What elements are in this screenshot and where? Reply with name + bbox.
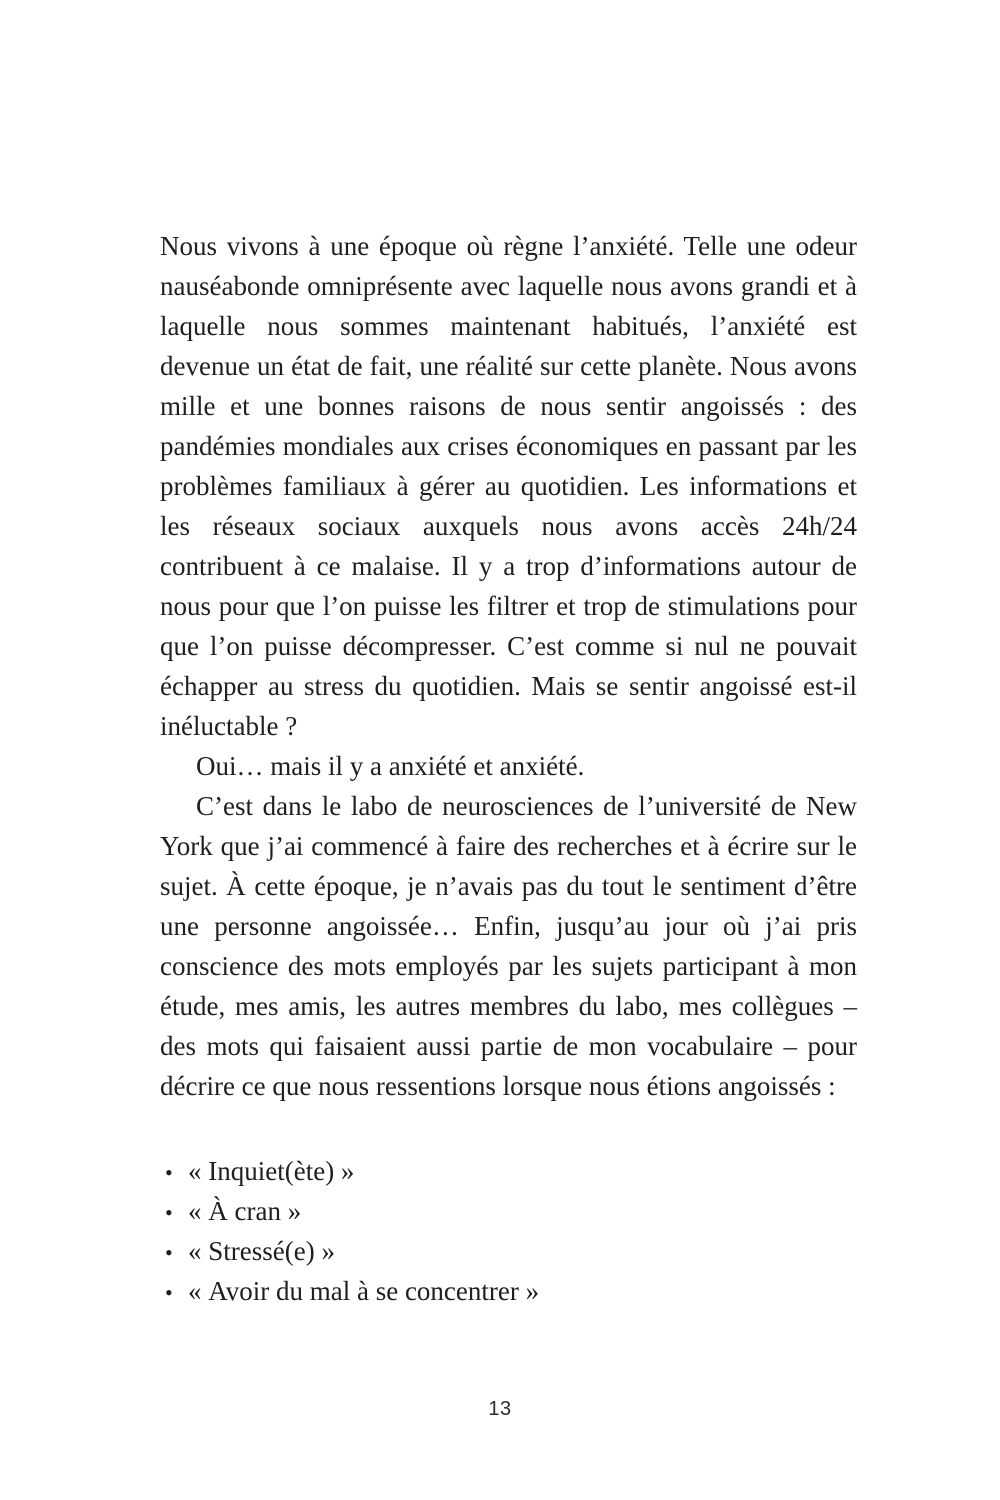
anxiety-words-list	[160, 1152, 857, 1312]
list-item	[160, 1232, 857, 1272]
body-text	[160, 226, 857, 1312]
list-item-label: « À cran »	[188, 1196, 302, 1226]
bullet-icon: •	[165, 1200, 173, 1225]
list-item	[160, 1192, 857, 1232]
bullet-icon: •	[165, 1160, 173, 1185]
page-number: 13	[488, 1398, 512, 1420]
paragraph-lab-story: C’est dans le labo de neurosciences de l’université de New York que j’ai commencé à faire des recherches et à écrire sur le sujet. À cette époque, je n’avais pas du tout le sentiment d’être une personne angoissée… Enfin, jusqu’au jour où j’ai pris conscience des mots employés par les sujets participant à mon étude, mes amis, les autres membres du labo, mes collègues – des mots qui faisaient aussi partie de mon vocabulaire – pour décrire ce que nous ressentions lorsque nous étions angoissés :	[160, 791, 857, 1101]
list-item-label: « Stressé(e) »	[188, 1236, 335, 1266]
list-item	[160, 1272, 857, 1312]
bullet-icon: •	[165, 1240, 173, 1265]
list-item-label: « Inquiet(ète) »	[188, 1156, 355, 1186]
paragraph-answer: Oui… mais il y a anxiété et anxiété.	[196, 751, 585, 781]
list-item-label: « Avoir du mal à se concentrer »	[188, 1276, 540, 1306]
paragraph-intro: Nous vivons à une époque où règne l’anxiété. Telle une odeur nauséabonde omniprésente avec laquelle nous avons grandi et à laquelle nous sommes maintenant habitués, l’anxiété est devenue un état de fait, une réalité sur cette planète. Nous avons mille et une bonnes raisons de nous sentir angoissés : des pandémies mondiales aux crises économiques en passant par les problèmes familiaux à gérer au quotidien. Les informations et les réseaux sociaux auxquels nous avons accès 24h/24 contribuent à ce malaise. Il y a trop d’informations autour de nous pour que l’on puisse les filtrer et trop de stimulations pour que l’on puisse décompresser. C’est comme si nul ne pouvait échapper au stress du quotidien. Mais se sentir angoissé est-il inéluctable ?	[160, 231, 857, 741]
list-item	[160, 1152, 857, 1192]
bullet-icon: •	[165, 1280, 173, 1305]
